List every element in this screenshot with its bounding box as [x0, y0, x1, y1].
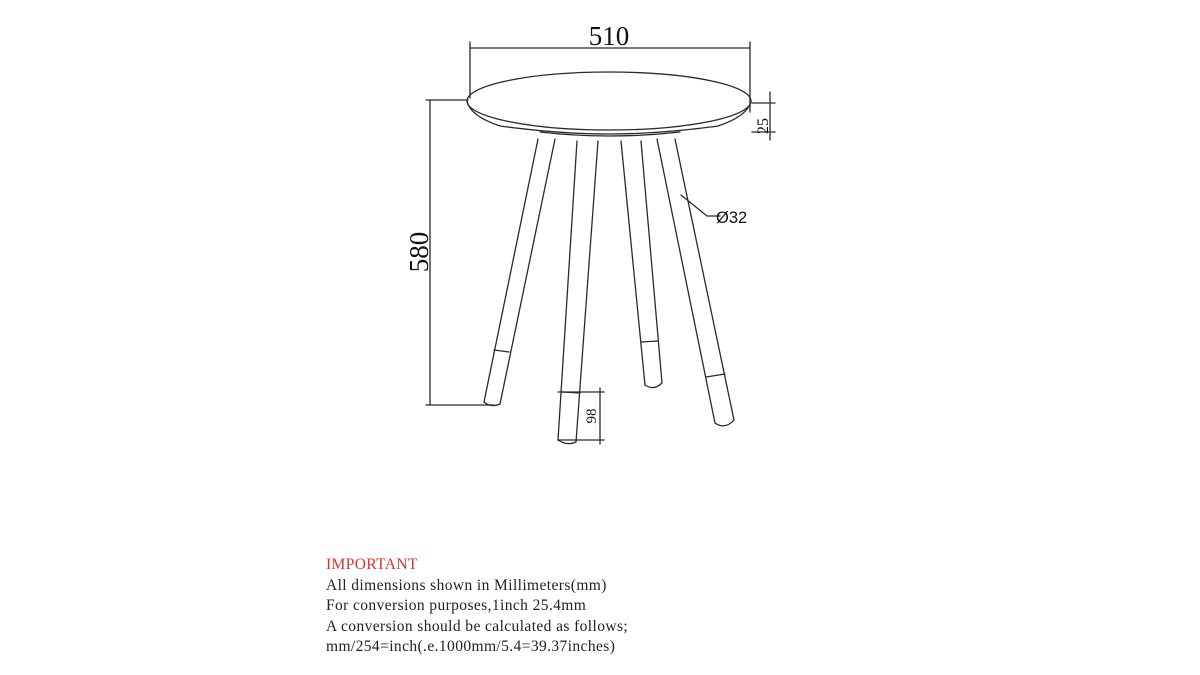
leg-back-center [621, 141, 662, 388]
leg-diameter-label: Ø32 [716, 209, 748, 227]
notes-line-formula: mm/254=inch(.e.1000mm/5.4=39.37inches) [326, 638, 616, 656]
notes-line-conversion: For conversion purposes,1inch 25.4mm [326, 597, 587, 615]
foot-cap-label: 98 [584, 408, 600, 424]
notes-line-calculation: A conversion should be calculated as follows; [326, 617, 629, 635]
height-dimension-line [426, 100, 494, 405]
width-label: 510 [588, 21, 630, 51]
notes-block [326, 555, 628, 658]
leg-front-left [484, 139, 555, 406]
height-label: 580 [404, 231, 434, 273]
width-dimension-line [470, 42, 750, 112]
table-top [467, 72, 751, 136]
leg-right [657, 139, 734, 426]
top-thickness-label: 25 [755, 118, 772, 134]
leg-front-center [558, 141, 598, 444]
notes-line-units: All dimensions shown in Millimeters(mm) [326, 576, 607, 594]
notes-heading: IMPORTANT [326, 556, 418, 573]
